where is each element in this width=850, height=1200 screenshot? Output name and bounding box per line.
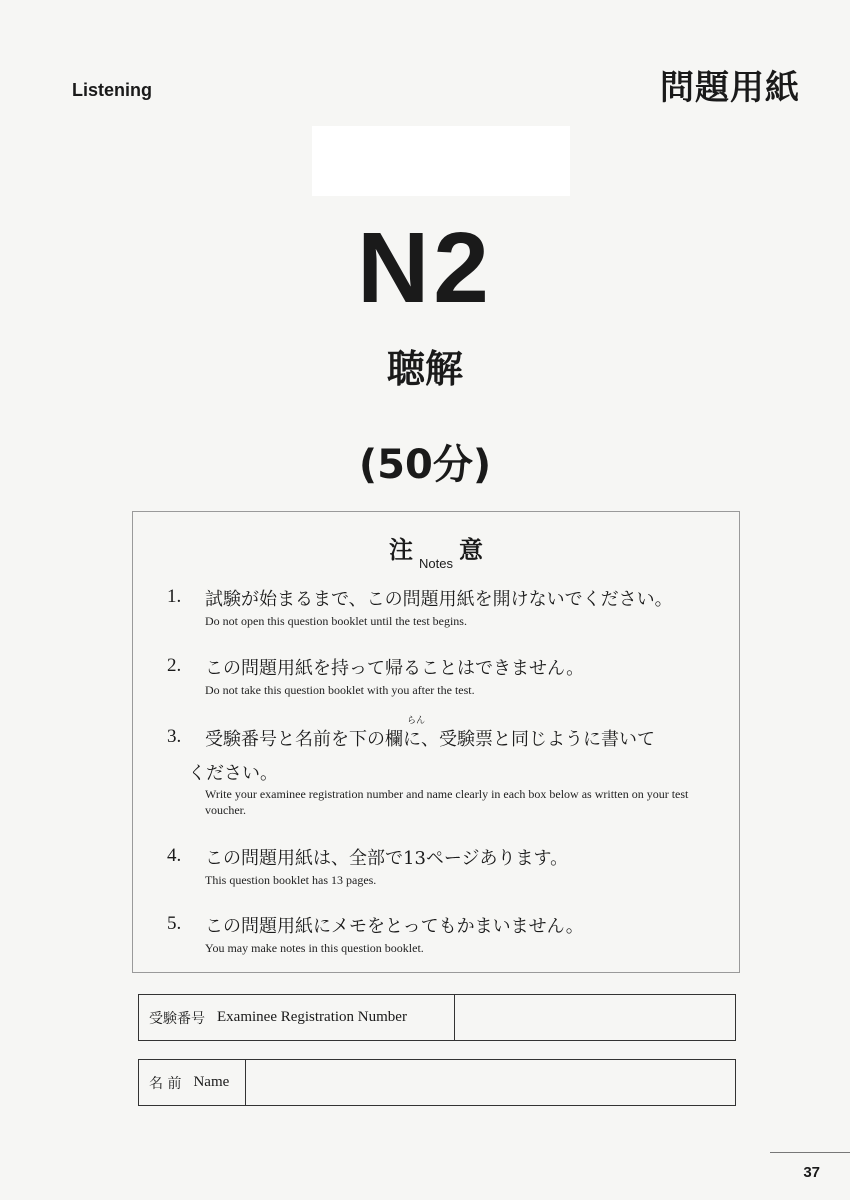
notes-title-jp-1: 注 [389, 536, 414, 564]
registration-number-box [138, 994, 736, 1041]
registration-label-en: Examinee Registration Number [217, 1009, 407, 1025]
note-text-jp: この問題用紙は、全部で13ページあります。 [205, 848, 569, 869]
note-number: 2. [167, 655, 182, 676]
page-number: 37 [803, 1164, 820, 1181]
section-label: Listening [72, 80, 152, 100]
test-level: N2 [357, 212, 493, 324]
registration-number-label [139, 995, 455, 1040]
note-number: 1. [167, 586, 182, 607]
registration-number-field[interactable] [455, 995, 735, 1040]
notes-title-en: Notes [419, 556, 453, 571]
note-text-jp-continued: ください。 [188, 763, 278, 784]
notes-box [132, 511, 740, 973]
name-label-en: Name [193, 1074, 230, 1090]
name-label-jp: 名 前 [149, 1075, 182, 1092]
name-label [139, 1060, 246, 1105]
booklet-label: 問題用紙 [660, 68, 800, 108]
test-duration: (50分) [358, 442, 492, 488]
note-text-en: Write your examinee registration number and name clearly in each box below as written on your test voucher. [205, 787, 689, 818]
note-text-en: This question booklet has 13 pages. [205, 873, 377, 887]
notes-title [133, 536, 739, 571]
footer-divider [770, 1152, 850, 1153]
note-number: 3. [167, 726, 182, 747]
note-text-en: Do not take this question booklet with you after the test. [205, 683, 475, 697]
blank-label-area [312, 126, 570, 196]
name-box [138, 1059, 736, 1106]
notes-title-jp-2: 意 [458, 536, 483, 564]
name-field[interactable] [246, 1060, 735, 1105]
note-text-jp: この問題用紙にメモをとってもかまいません。 [205, 916, 584, 937]
test-section-title: 聴解 [386, 347, 463, 391]
note-number: 5. [167, 913, 182, 934]
note-text-jp: この問題用紙を持って帰ることはできません。 [205, 658, 585, 679]
note-text-jp: 受験番号と名前を下の欄に、受験票と同じように書いて [205, 729, 655, 750]
registration-label-jp: 受験番号 [149, 1010, 205, 1027]
note-furigana: らん [407, 716, 426, 726]
note-text-jp: 試験が始まるまで、この問題用紙を開けないでください。 [205, 589, 673, 610]
note-text-en: Do not open this question booklet until the test begins. [205, 614, 467, 628]
note-number: 4. [167, 845, 182, 866]
note-text-en: You may make notes in this question booklet. [205, 941, 424, 955]
